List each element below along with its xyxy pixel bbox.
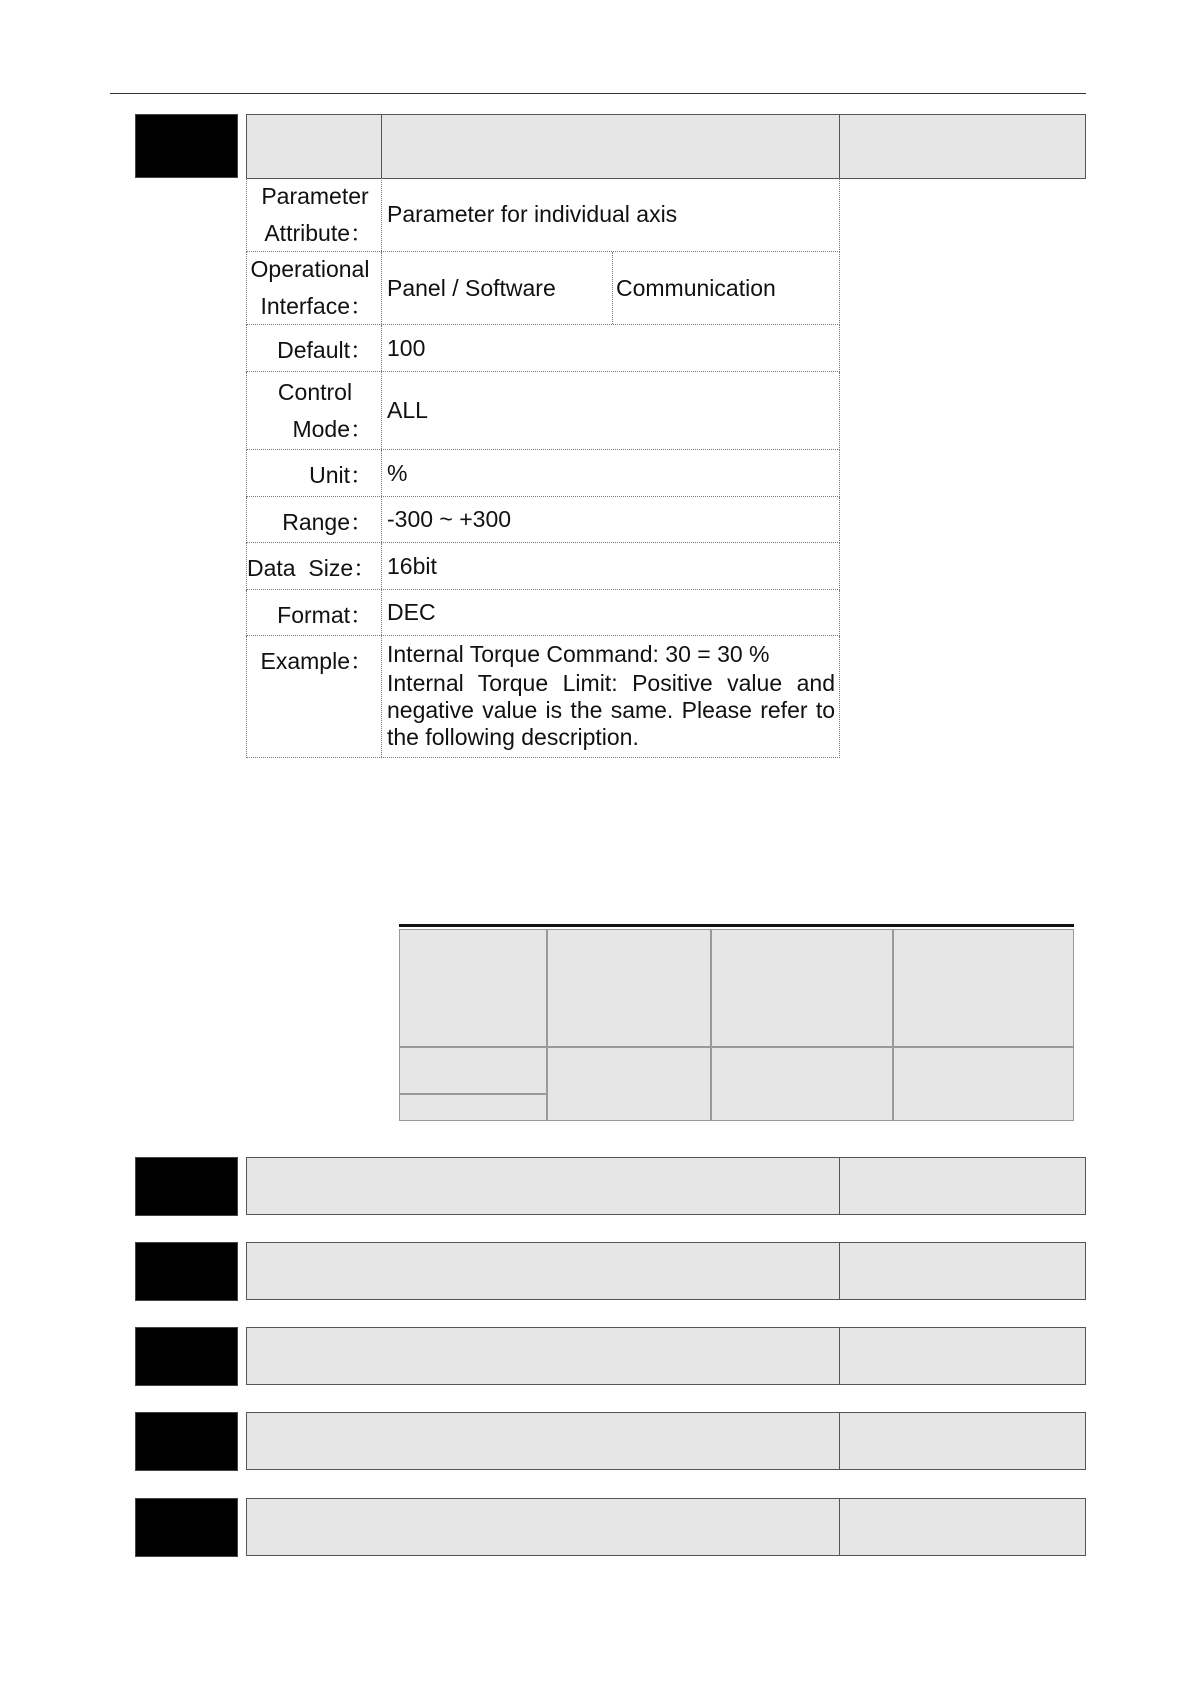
parameter-code-tab xyxy=(135,1498,238,1557)
interface-value-communication: Communication xyxy=(612,252,835,324)
format-value: DEC xyxy=(387,599,436,625)
example-label: Example： xyxy=(247,636,382,757)
table-header-cell-1 xyxy=(399,929,547,1047)
default-label: Default： xyxy=(247,325,382,371)
default-value: 100 xyxy=(387,334,426,361)
row-attribute xyxy=(246,178,840,252)
table-row-cell-2 xyxy=(547,1047,711,1121)
parameter-code-tab xyxy=(135,1157,238,1216)
attribute-value: Parameter for individual axis xyxy=(387,201,678,227)
table-header-cell-4 xyxy=(893,929,1074,1047)
parameter-code-tab xyxy=(135,114,238,178)
control-label-line2: Mode： xyxy=(292,415,373,442)
attribute-label-line1: Parameter xyxy=(261,182,369,209)
row-unit xyxy=(246,450,840,497)
parameter-code-tab xyxy=(135,1327,238,1386)
interface-value-panel: Panel / Software xyxy=(387,274,556,301)
parameter-header xyxy=(246,1327,1086,1385)
parameter-header xyxy=(246,1412,1086,1470)
unit-value: % xyxy=(387,459,408,486)
row-range xyxy=(246,497,840,543)
unit-label: Unit： xyxy=(247,450,382,496)
parameter-header xyxy=(246,1157,1086,1215)
interface-label-line1: Operational xyxy=(250,256,370,282)
parameter-info-table xyxy=(246,178,840,758)
control-mode-value: ALL xyxy=(387,397,428,423)
format-label: Format： xyxy=(247,590,382,635)
control-label-line1: Control xyxy=(277,378,353,405)
page-header-rule xyxy=(110,93,1086,94)
table-row-cell-3 xyxy=(711,1047,893,1121)
table-row-cell-1a xyxy=(399,1047,547,1094)
torque-limit-table xyxy=(399,924,1074,1121)
attribute-label-line2: Attribute： xyxy=(264,219,373,246)
row-example xyxy=(246,636,840,758)
row-interface xyxy=(246,252,840,325)
interface-label-line2: Interface： xyxy=(260,293,373,319)
parameter-code-tab xyxy=(135,1242,238,1301)
row-default xyxy=(246,325,840,372)
parameter-code-tab xyxy=(135,1412,238,1471)
table-row-cell-4 xyxy=(893,1047,1074,1121)
parameter-header xyxy=(246,1242,1086,1300)
range-value: -300 ~ +300 xyxy=(387,506,512,532)
row-data-size xyxy=(246,543,840,590)
data-size-value: 16bit xyxy=(387,552,437,579)
table-header-cell-3 xyxy=(711,929,893,1047)
table-header-cell-2 xyxy=(547,929,711,1047)
range-label: Range： xyxy=(247,497,382,542)
table-row-cell-1b xyxy=(399,1094,547,1121)
example-line-2: Internal Torque Limit: Positive value and negative value is the same. Please refer to the following description. xyxy=(387,670,835,750)
parameter-header xyxy=(246,114,1086,179)
data-size-label: Data Size： xyxy=(247,543,382,589)
parameter-header xyxy=(246,1498,1086,1556)
example-line-1: Internal Torque Command: 30 = 30 % xyxy=(387,641,770,667)
row-format xyxy=(246,590,840,636)
row-control-mode xyxy=(246,372,840,450)
